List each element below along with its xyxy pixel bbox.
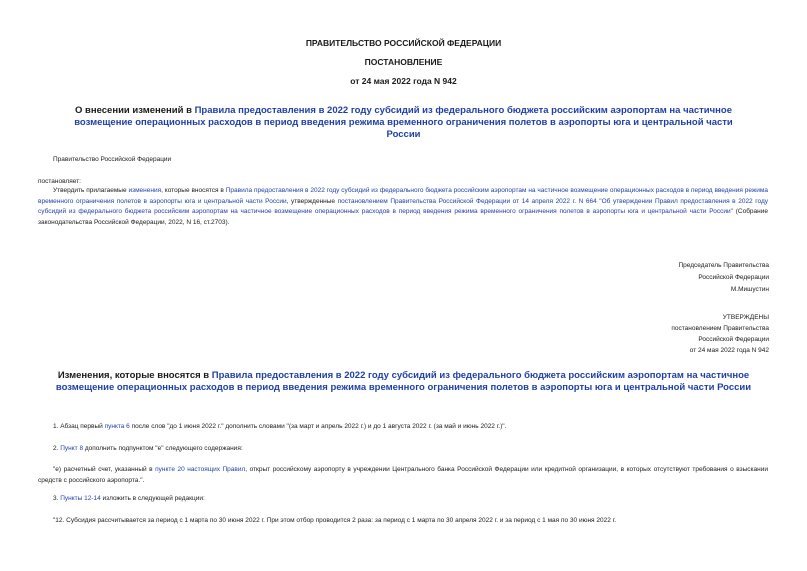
changes-title xyxy=(55,370,752,394)
approve-text-4: (Собрание законодательства Российской Федерации, 2022, N 16, ст.2703). xyxy=(38,208,768,226)
points-12-14-link[interactable]: Пункты 12-14 xyxy=(60,495,101,502)
point-8-link[interactable]: Пункт 8 xyxy=(60,445,84,452)
quote-e xyxy=(38,465,768,486)
item-2 xyxy=(53,444,243,455)
item-3 xyxy=(53,494,205,505)
document-type: ПОСТАНОВЛЕНИЕ xyxy=(364,57,443,67)
approve-paragraph xyxy=(38,186,768,228)
signature-country: Российской Федерации xyxy=(698,274,769,281)
document-title xyxy=(60,105,747,141)
point-20-link[interactable]: пункте 20 настоящих Правил xyxy=(155,466,246,473)
government-heading: ПРАВИТЕЛЬСТВО РОССИЙСКОЙ ФЕДЕРАЦИИ xyxy=(305,38,502,48)
approve-text-3: , утвержденные xyxy=(286,197,338,205)
signature-position: Председатель Правительства xyxy=(678,262,769,269)
rules-link-2[interactable]: Правила предоставления в 2022 году субсидий из федерального бюджета российским аэропортам на частичное возмещение операционных расходов в период введения режима временного ограничения полетов в аэропорты юга и центральной части России xyxy=(38,187,768,205)
document-date: от 24 мая 2022 года N 942 xyxy=(350,76,457,86)
resolution-664-link[interactable]: постановлением Правительства Российской Федерации от 14 апреля 2022 г. N 664 "Об утверждении Правил предоставления в 2022 году субсидий из федерального бюджета российским аэропортам на частичное возмещение операционных расходов в период введения режима временного ограничения полетов в аэропорты юга и центральной части России" xyxy=(38,197,768,215)
approved-country: Российской Федерации xyxy=(698,336,769,343)
approved-label: УТВЕРЖДЕНЫ xyxy=(722,314,769,321)
item-2-text-a: 2. xyxy=(53,445,61,452)
title-prefix: О внесении изменений в xyxy=(75,105,195,116)
changes-rules-link[interactable]: Правила предоставления в 2022 году субсидий из федерального бюджета российским аэропортам на частичное возмещение операционных расходов в период введения режима временного ограничения полетов в аэропорты юга и центральной части России xyxy=(55,370,752,393)
changes-title-prefix: Изменения, которые вносятся в xyxy=(57,370,212,381)
item-1-text-a: 1. Абзац первый xyxy=(53,423,105,430)
point-6-link[interactable]: пункта 6 xyxy=(104,423,130,430)
item-1-text-b: после слов "до 1 июня 2022 г." дополнить словами "(за март и апрель 2022 г.) и до 1 августа 2022 г. (за май и июнь 2022 г.)". xyxy=(129,423,507,430)
item-2-text-b: дополнить подпунктом "е" следующего содержания: xyxy=(83,445,243,452)
item-3-text-a: 3. xyxy=(53,495,61,502)
resolves-text: постановляет: xyxy=(38,178,81,185)
approved-by: постановлением Правительства xyxy=(671,325,769,332)
rules-link[interactable]: Правила предоставления в 2022 году субсидий из федерального бюджета российским аэропортам на частичное возмещение операционных расходов в период введения режима временного ограничения полетов в аэропорты юга и центральной части России xyxy=(74,105,733,140)
item-1 xyxy=(53,422,506,433)
signature-block xyxy=(678,260,769,296)
signature-name: М.Мишустин xyxy=(730,286,769,293)
item-3-text-b: изложить в следующей редакции: xyxy=(100,495,205,502)
approve-text-2: , которые вносятся в xyxy=(161,187,226,194)
approved-date: от 24 мая 2022 года N 942 xyxy=(689,347,769,354)
changes-link[interactable]: изменения xyxy=(128,187,162,194)
quote-text-b: , открыт российскому аэропорту в учреждении Центрального банка Российской Федерации или кредитной организации, в которых отсутствуют требования о взыскании средств с российского аэропорта.". xyxy=(38,466,768,484)
approve-text-1: Утвердить прилагаемые xyxy=(53,187,129,194)
quote-text-a: "е) расчетный счет, указанный в xyxy=(53,466,156,473)
approved-block xyxy=(671,312,769,356)
issuer-text: Правительство Российской Федерации xyxy=(53,156,172,163)
item-12-text: "12. Субсидия рассчитывается за период с 1 марта по 30 июня 2022 г. При этом отбор проводится 2 раза: за период с 1 марта по 30 апреля 2022 г. и за период с 1 мая по 30 июня 2022 г. xyxy=(53,517,617,524)
